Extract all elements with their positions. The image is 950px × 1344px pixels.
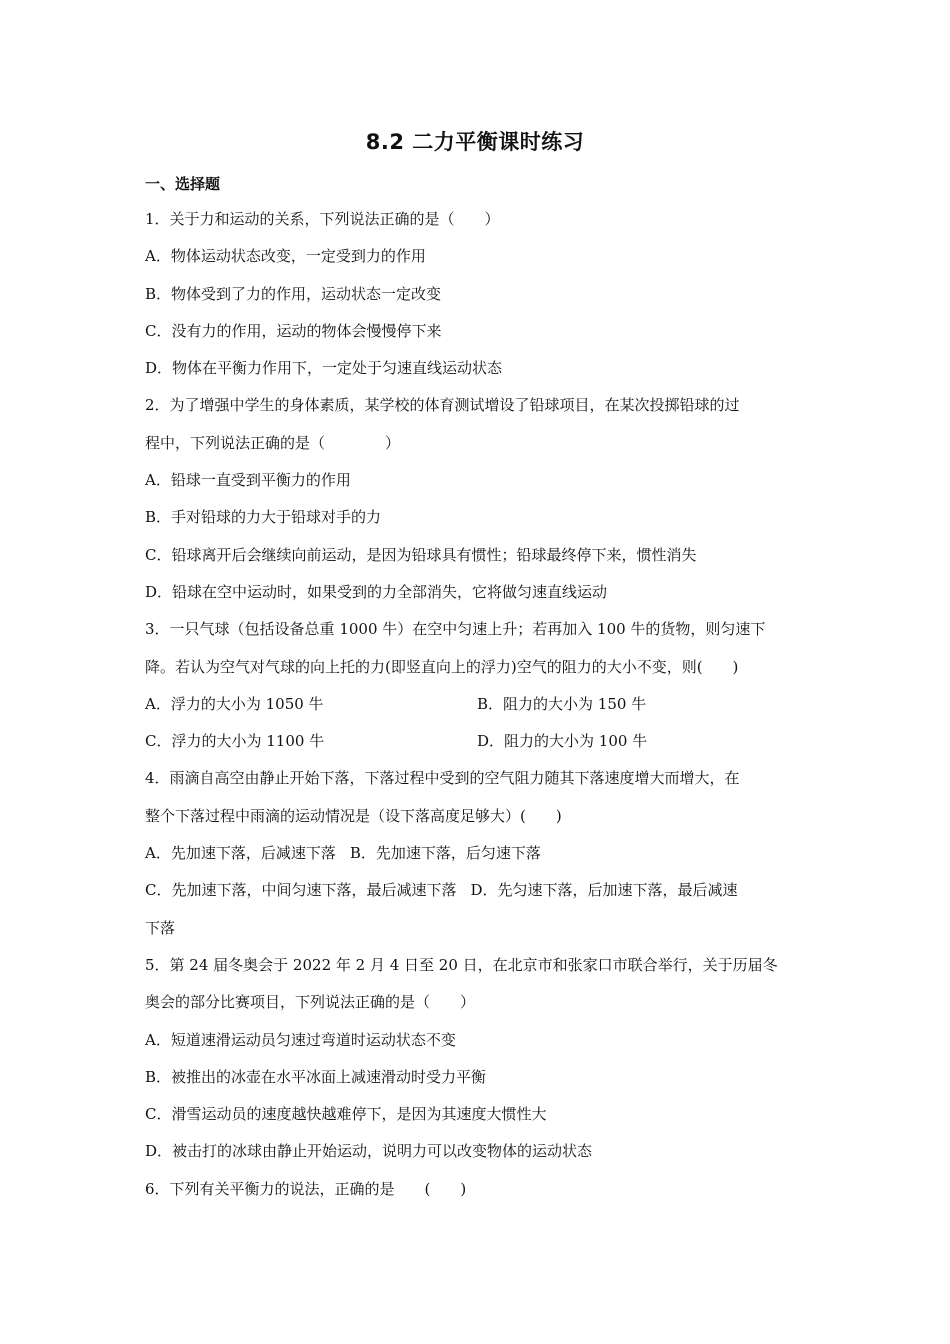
question-3-option-b: B．阻力的大小为 150 牛 [477, 694, 647, 713]
question-3-options-row-2 [145, 723, 810, 760]
question-3-options-row-1 [145, 686, 810, 723]
question-2-option-a: A．铅球一直受到平衡力的作用 [145, 471, 351, 490]
question-3-option-c: C．浮力的大小为 1100 牛 [145, 732, 325, 751]
question-4-option-a: A．先加速下落，后减速下落 [145, 844, 336, 863]
section-heading: 一、选择题 [145, 175, 221, 193]
question-3-stem-line-1: 3．一只气球（包括设备总重 1000 牛）在空中匀速上升；若再加入 100 牛的货物，则匀速下 [145, 620, 766, 639]
question-4-option-d-continued: 下落 [145, 918, 176, 937]
question-6-stem: 6．下列有关平衡力的说法，正确的是 ( ) [145, 1179, 467, 1198]
question-1-stem: 1．关于力和运动的关系，下列说法正确的是（ ） [145, 210, 500, 228]
question-2-stem-line-1: 2．为了增强中学生的身体素质，某学校的体育测试增设了铅球项目，在某次投掷铅球的过 [145, 396, 740, 415]
question-1-option-b: B．物体受到了力的作用，运动状态一定改变 [145, 284, 442, 303]
question-5-stem-line-2: 奥会的部分比赛项目，下列说法正确的是（ ） [145, 993, 476, 1012]
page-title: 8.2 二力平衡课时练习 [365, 130, 585, 154]
question-5-option-d: D．被击打的冰球由静止开始运动，说明力可以改变物体的运动状态 [145, 1142, 593, 1161]
question-4-options-row-1 [145, 835, 810, 872]
question-4-stem-line-1: 4．雨滴自高空由静止开始下落，下落过程中受到的空气阻力随其下落速度增大而增大，在 [145, 769, 740, 788]
question-2-option-c: C．铅球离开后会继续向前运动，是因为铅球具有惯性；铅球最终停下来，惯性消失 [145, 545, 697, 564]
question-1-option-c: C．没有力的作用，运动的物体会慢慢停下来 [145, 321, 442, 340]
question-4-option-c: C．先加速下落，中间匀速下落，最后减速下落 [145, 881, 457, 900]
question-4-stem-line-2: 整个下落过程中雨滴的运动情况是（设下落高度足够大）( ) [145, 806, 562, 825]
question-1-option-d: D．物体在平衡力作用下，一定处于匀速直线运动状态 [145, 359, 503, 378]
question-4-options-row-2 [145, 872, 810, 909]
question-3-option-a: A．浮力的大小为 1050 牛 [145, 694, 324, 713]
question-4-option-b: B．先加速下落，后匀速下落 [349, 844, 541, 863]
question-3-stem-line-2: 降。若认为空气对气球的向上托的力(即竖直向上的浮力)空气的阻力的大小不变，则( ) [145, 657, 739, 676]
question-3-option-d: D．阻力的大小为 100 牛 [477, 732, 648, 751]
question-5-option-b: B．被推出的冰壶在水平冰面上减速滑动时受力平衡 [145, 1067, 487, 1086]
question-1-option-a: A．物体运动状态改变，一定受到力的作用 [145, 247, 426, 266]
question-2-option-d: D．铅球在空中运动时，如果受到的力全部消失，它将做匀速直线运动 [145, 582, 608, 601]
question-5-stem-line-1: 5．第 24 届冬奥会于 2022 年 2 月 4 日至 20 日，在北京市和张家口市联合举行，关于历届冬 [145, 955, 778, 974]
question-4-option-d: D．先匀速下落，后加速下落，最后减速 [470, 881, 738, 900]
question-list [145, 201, 810, 1208]
question-2-option-b: B．手对铅球的力大于铅球对手的力 [145, 508, 382, 527]
question-5-option-c: C．滑雪运动员的速度越快越难停下，是因为其速度大惯性大 [145, 1105, 547, 1124]
question-2-stem-line-2: 程中，下列说法正确的是（ ） [145, 433, 401, 452]
question-5-option-a: A．短道速滑运动员匀速过弯道时运动状态不变 [145, 1030, 456, 1049]
